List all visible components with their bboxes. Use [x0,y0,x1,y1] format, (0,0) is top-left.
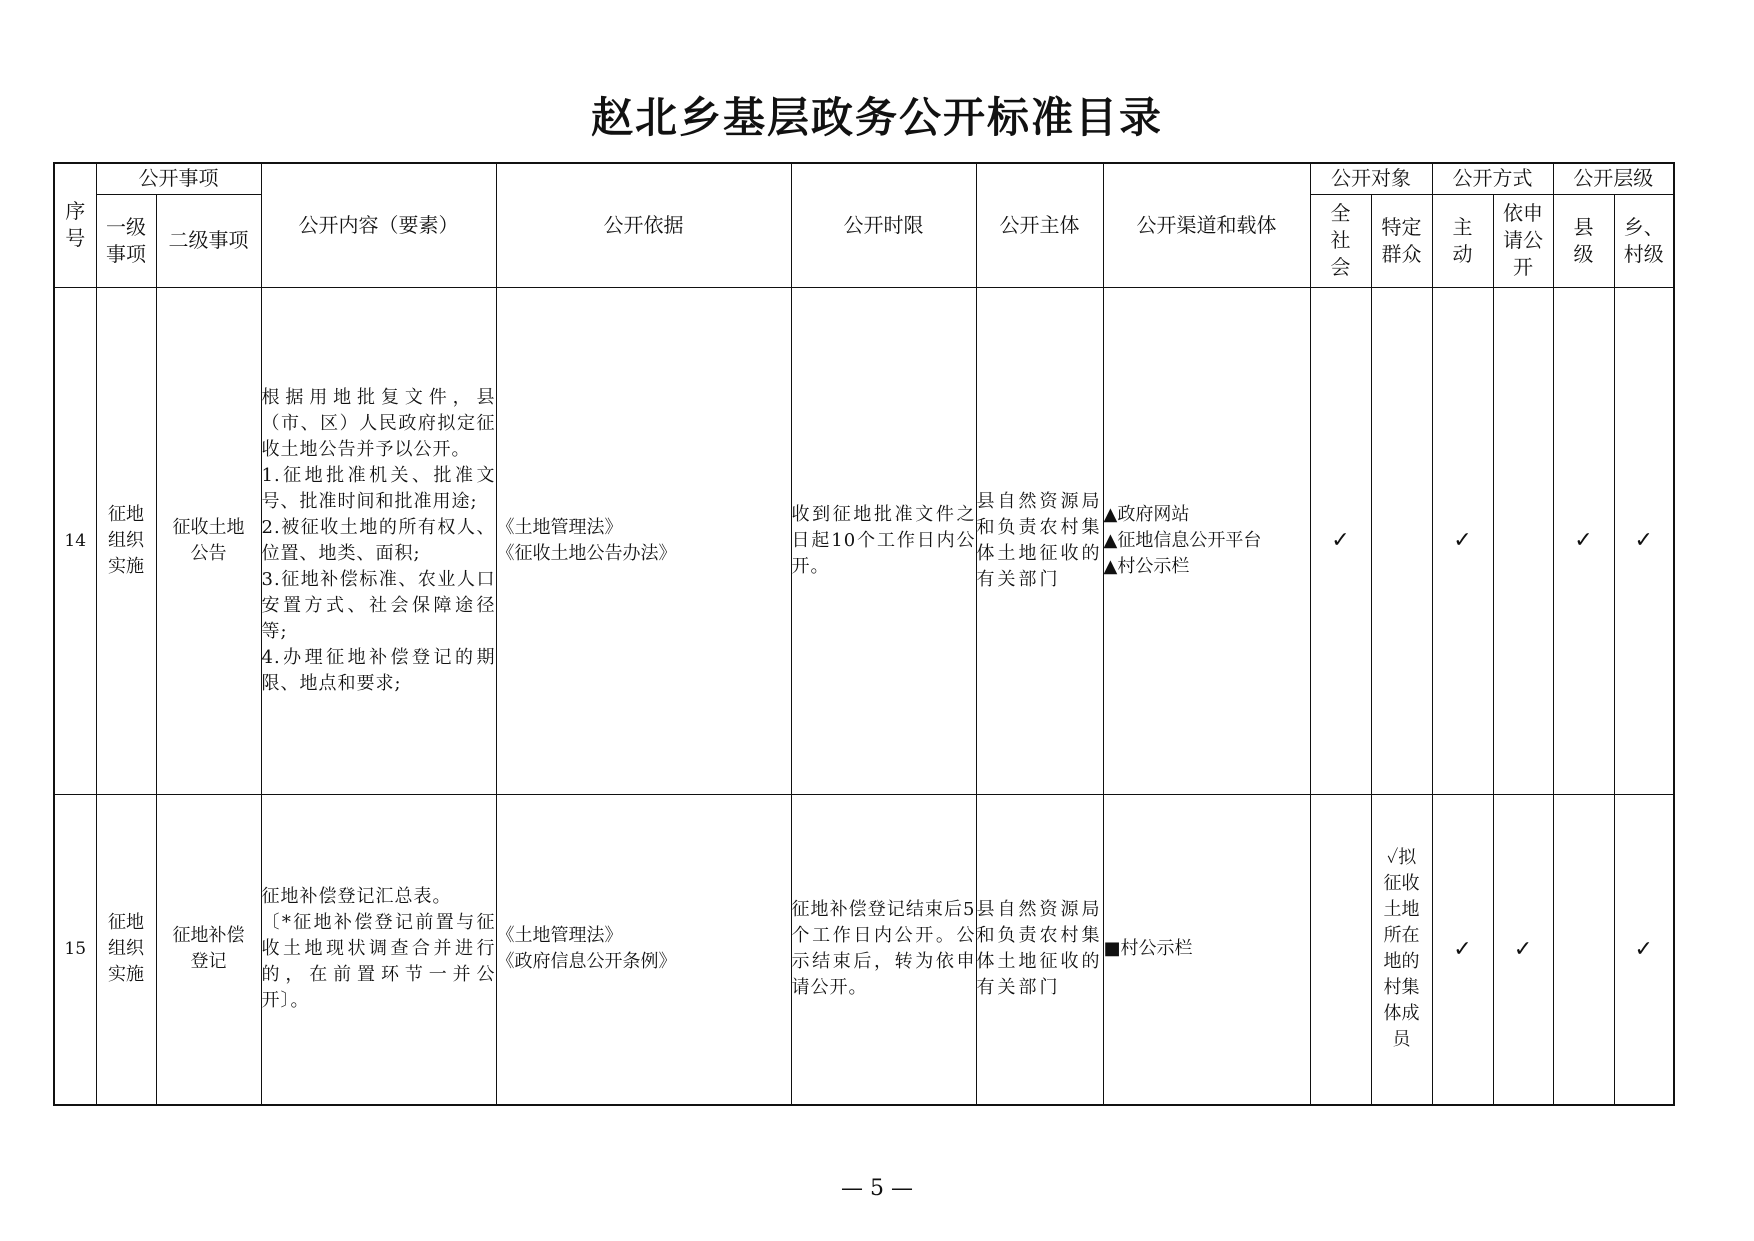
basis-line: 《土地管理法》 [496,516,623,538]
row-mode-request-check: ✓ [1493,794,1553,1105]
content-line: 3.征地补偿标准、农业人口安置方式、社会保障途径等; [261,568,496,642]
header-channel: 公开渠道和载体 [1103,163,1310,287]
table-row [54,794,1674,1105]
row-mode-active-check: ✓ [1432,287,1493,794]
basis-line: 《政府信息公开条例》 [496,951,677,973]
channel-line: ▲征地信息公开平台 [1103,529,1262,551]
header-level-group: 公开层级 [1553,163,1674,194]
catalog-table [53,162,1675,1106]
row-channel [1103,287,1310,794]
channel-line: ▲村公示栏 [1103,555,1190,577]
header-level-county: 县级 [1553,194,1614,287]
content-line: 4.办理征地补偿登记的期限、地点和要求; [261,646,496,694]
channel-line: ■村公示栏 [1103,938,1193,960]
row-target-specific [1371,287,1432,794]
row-target-all-check: ✓ [1310,287,1371,794]
row-level-town-check: ✓ [1614,287,1674,794]
row-subject: 县自然资源局和负责农村集体土地征收的有关部门 [976,287,1103,794]
row-time-limit: 收到征地批准文件之日起10个工作日内公开。 [791,287,976,794]
row-basis [496,287,791,794]
header-level-town: 乡、村级 [1614,194,1674,287]
row-level1: 征地组织实施 [96,794,156,1105]
table-row [54,287,1674,794]
row-level2: 征地补偿登记 [156,794,261,1105]
header-subject: 公开主体 [976,163,1103,287]
row-seq: 15 [54,794,96,1105]
row-basis [496,794,791,1105]
row-time-limit: 征地补偿登记结束后5个工作日内公开。公示结束后，转为依申请公开。 [791,794,976,1105]
row-level1: 征地组织实施 [96,287,156,794]
content-line: 1.征地批准机关、批准文号、批准时间和批准用途; [261,464,496,512]
header-target-group: 公开对象 [1310,163,1432,194]
header-mode-request: 依申请公开 [1493,194,1553,287]
row-mode-request-check [1493,287,1553,794]
content-line: 〔*征地补偿登记前置与征收土地现状调查合并进行的，在前置环节一并公开〕。 [261,912,496,1012]
header-matter-group: 公开事项 [96,163,261,194]
page-title: 赵北乡基层政务公开标准目录 [590,93,1163,142]
header-level1: 一级事项 [96,194,156,287]
basis-line: 《征收土地公告办法》 [496,542,677,564]
header-content: 公开内容（要素） [261,163,496,287]
row-content [261,794,496,1105]
row-mode-active-check: ✓ [1432,794,1493,1105]
header-mode-group: 公开方式 [1432,163,1553,194]
content-line: 根据用地批复文件，县（市、区）人民政府拟定征收土地公告并予以公开。 [261,386,496,460]
row-level-town-check: ✓ [1614,794,1674,1105]
header-mode-active: 主动 [1432,194,1493,287]
row-seq: 14 [54,287,96,794]
content-line: 2.被征收土地的所有权人、位置、地类、面积; [261,516,496,564]
channel-line: ▲政府网站 [1103,503,1190,525]
header-time-limit: 公开时限 [791,163,976,287]
row-channel [1103,794,1310,1105]
row-content [261,287,496,794]
row-subject: 县自然资源局和负责农村集体土地征收的有关部门 [976,794,1103,1105]
header-target-specific: 特定群众 [1371,194,1432,287]
row-level2: 征收土地公告 [156,287,261,794]
row-target-specific: ✓拟征收土地所在地的村集体成员 [1371,794,1432,1105]
row-level-county-check [1553,794,1614,1105]
basis-line: 《土地管理法》 [496,925,623,947]
page-number: — 5 — [841,1176,913,1201]
header-level2: 二级事项 [156,194,261,287]
content-line: 征地补偿登记汇总表。 [261,886,452,908]
row-target-all-check [1310,794,1371,1105]
row-level-county-check: ✓ [1553,287,1614,794]
header-target-all: 全社会 [1310,194,1371,287]
header-basis: 公开依据 [496,163,791,287]
header-seq: 序号 [54,163,96,287]
